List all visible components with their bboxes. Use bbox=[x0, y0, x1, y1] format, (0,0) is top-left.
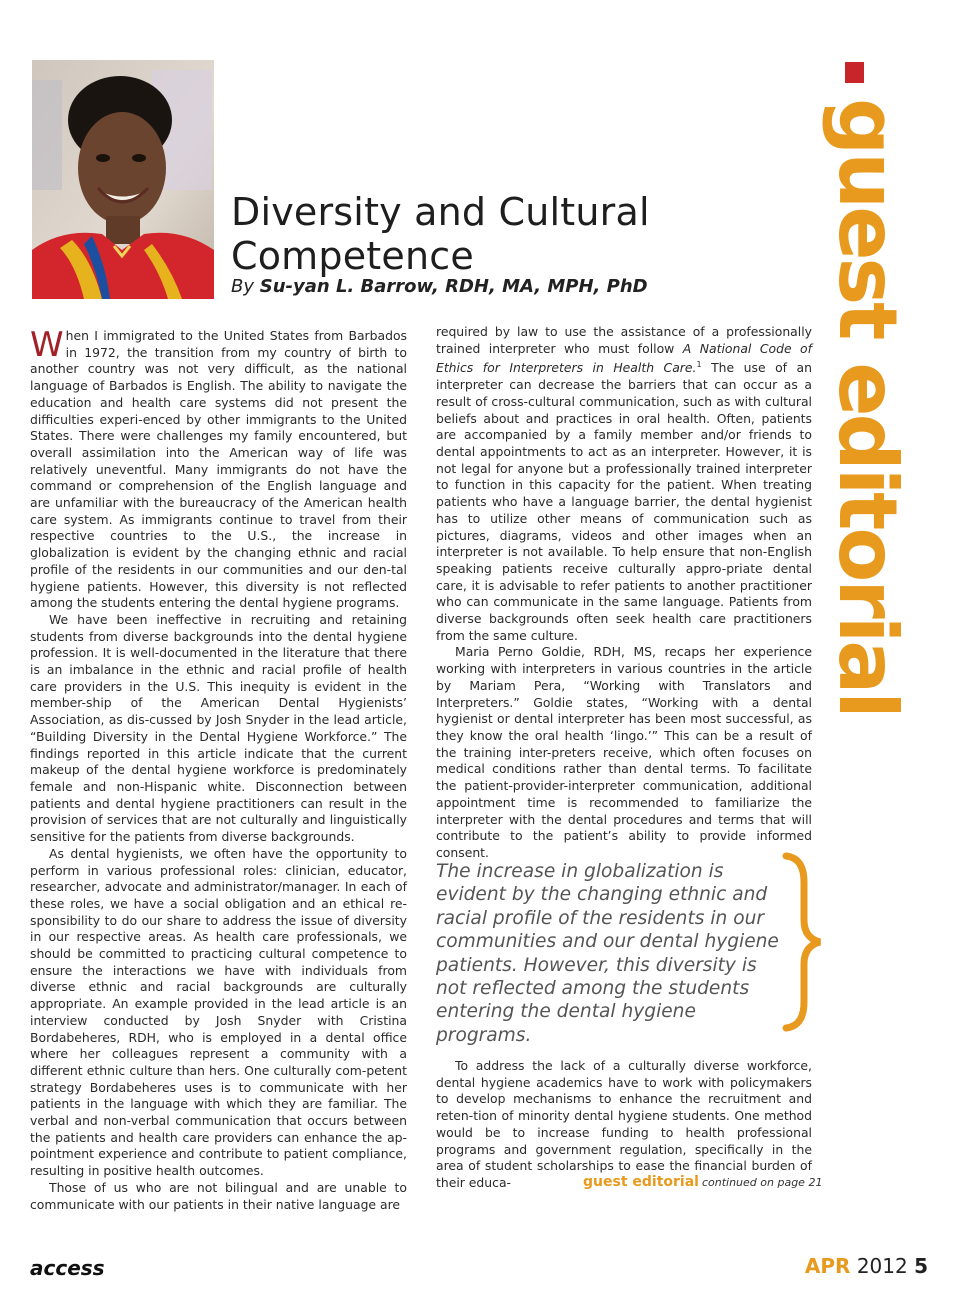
paragraph: As dental hygienists, we often have the opportunity to perform in various professional roles: clinician, educator, researcher, advocate and administrator/manager. In each of these roles, we have a social obligation and an ethical re-sponsibility to do our share to address the issue of diversity in our respective areas. As health care professionals, we should be committed to practicing cultural competence to ensure the interactions we have with individuals from diverse ethnic and racial backgrounds are culturally appropriate. An example provided in the lead article is an interview conducted by Josh Snyder with Cristina Bordabeheres, RDH, who is employed in a dental office where her colleagues represent a community with a different ethnic culture than hers. One culturally com-petent strategy Bordabeheres uses is to communicate with her patients in the language with which they are familiar. The verbal and non-verbal communication that occurs between the patients and health care providers can enhance the ap-pointment experience and contribute to patient compliance, resulting in positive health outcomes. bbox=[30, 845, 407, 1179]
author-portrait-image bbox=[32, 60, 214, 299]
right-brace-icon bbox=[780, 852, 830, 1032]
issue-info bbox=[805, 1254, 928, 1278]
right-column-top bbox=[436, 324, 812, 862]
paragraph bbox=[30, 325, 407, 612]
dropcap-letter: W bbox=[30, 325, 64, 365]
continued-page-ref: continued on page 21 bbox=[701, 1176, 823, 1189]
magazine-name: access bbox=[30, 1256, 105, 1280]
paragraph-text: hen I immigrated to the United States from Barbados in 1972, the transition from my country of birth to another country was not very difficult, as the national language of Barbados is English. The ability to navigate the education and health care systems did not present the difficulties experi-enced by other immigrants to the United States. There were challenges my family encountered, but overall assimilation into the American way of life was relatively uneventful. Many immigrants do not have the command or comprehension of the English language and are unfamiliar with the bureaucracy of the American health care system. As immigrants continue to travel from their respective countries to the U.S., the increase in globalization is evident by the changing ethnic and racial profile of the residents in our communities and our den-tal hygiene patients. However, this diversity is not reflected among the students entering the dental hygiene programs. bbox=[30, 328, 407, 611]
paragraph-text: required by law to use the assistance of a professionally trained interpreter who must follow bbox=[436, 324, 812, 356]
footnote-marker: 1 bbox=[696, 360, 702, 370]
paragraph bbox=[436, 324, 812, 644]
code-of-ethics-title: A National Code of Ethics for Interpreters in Health Care. bbox=[436, 340, 812, 376]
section-marker-square bbox=[845, 62, 864, 83]
byline-prefix: By bbox=[231, 276, 255, 297]
article-title: Diversity and Cultural Competence bbox=[231, 190, 650, 278]
page-number: 5 bbox=[914, 1254, 928, 1278]
paragraph: To address the lack of a culturally diverse workforce, dental hygiene academics have to work with policymakers to develop mechanisms to enhance the recruitment and reten-tion of minority dental hygiene students. One method would be to increase funding to health professional programs and government regulation, specifically in the area of student scholarships to ease the financial burden of their educa- bbox=[436, 1058, 812, 1190]
continued-section-label: guest editorial bbox=[583, 1174, 699, 1190]
left-column bbox=[30, 325, 407, 1213]
paragraph: Those of us who are not bilingual and are unable to communicate with our patients in their native language are bbox=[30, 1179, 407, 1212]
section-label-vertical bbox=[820, 98, 914, 716]
continued-note bbox=[583, 1174, 822, 1190]
section-label-text: guest editorial bbox=[821, 98, 914, 716]
pull-quote: The increase in globalization is evident by the changing ethnic and racial profile of the residents in our communities and our dental hygiene patients. However, this diversity is not reflected among the students entering the dental hygiene programs. bbox=[436, 861, 779, 1046]
right-column-bottom bbox=[436, 1058, 812, 1192]
author-photo bbox=[32, 60, 214, 299]
issue-year: 2012 bbox=[856, 1254, 908, 1278]
author-name: Su-yan L. Barrow, RDH, MA, MPH, PhD bbox=[259, 276, 648, 297]
paragraph-text: The use of an interpreter can decrease the barriers that can occur as a result of cross-cultural communication, such as with cultural beliefs about and practices in oral health. Often, patients are accompanied by a family member and/or friends to dental appointments to act as an interpreter. However, it is not legal for anyone but a professionally trained interpreter to function in this capacity for the patient. When treating patients who have a language barrier, the dental hygienist has to utilize other means of communication such as pictures, diagrams, videos and other images when an interpreter is not available. To help ensure that non-English speaking patients receive culturally appro-priate dental care, it is advisable to refer patients to another practitioner who can communicate in the same language. Patients from diverse backgrounds often seek health care practitioners from the same culture. bbox=[436, 360, 813, 643]
byline bbox=[231, 276, 648, 297]
paragraph: We have been ineffective in recruiting and retaining students from diverse backgrounds into the dental hygiene profession. It is well-documented in the literature that there is an imbalance in the ethnic and racial profile of health care providers in the U.S. This inequity is evident in the member-ship of the American Dental Hygienists’ Association, as dis-cussed by Josh Snyder in the lead article, “Building Diversity in the Dental Hygiene Workforce.” The findings reported in this article indicate that the current makeup of the dental hygiene workforce is predominately female and non-Hispanic white. Disconnection between patients and dental hygiene practitioners can result in the provision of services that are not culturally and linguistically sensitive for the patients from diverse backgrounds. bbox=[30, 611, 407, 845]
paragraph: Maria Perno Goldie, RDH, MS, recaps her experience working with interpreters in various countries in the article by Mariam Pera, “Working with Translators and Interpreters.” Goldie states, “Working with a dental hygienist or dental interpreter has been most successful, as they know the oral health ‘lingo.’” This can be a result of the training inter-preters receive, which often focuses on medical conditions rather than dental terms. To facilitate the patient-provider-interpreter communication, additional appointment time is recommended to familiarize the interpreter with the dental procedures and terms that will contribute to the patient’s ability to provide informed consent. bbox=[436, 644, 812, 860]
issue-month: APR bbox=[804, 1254, 851, 1278]
